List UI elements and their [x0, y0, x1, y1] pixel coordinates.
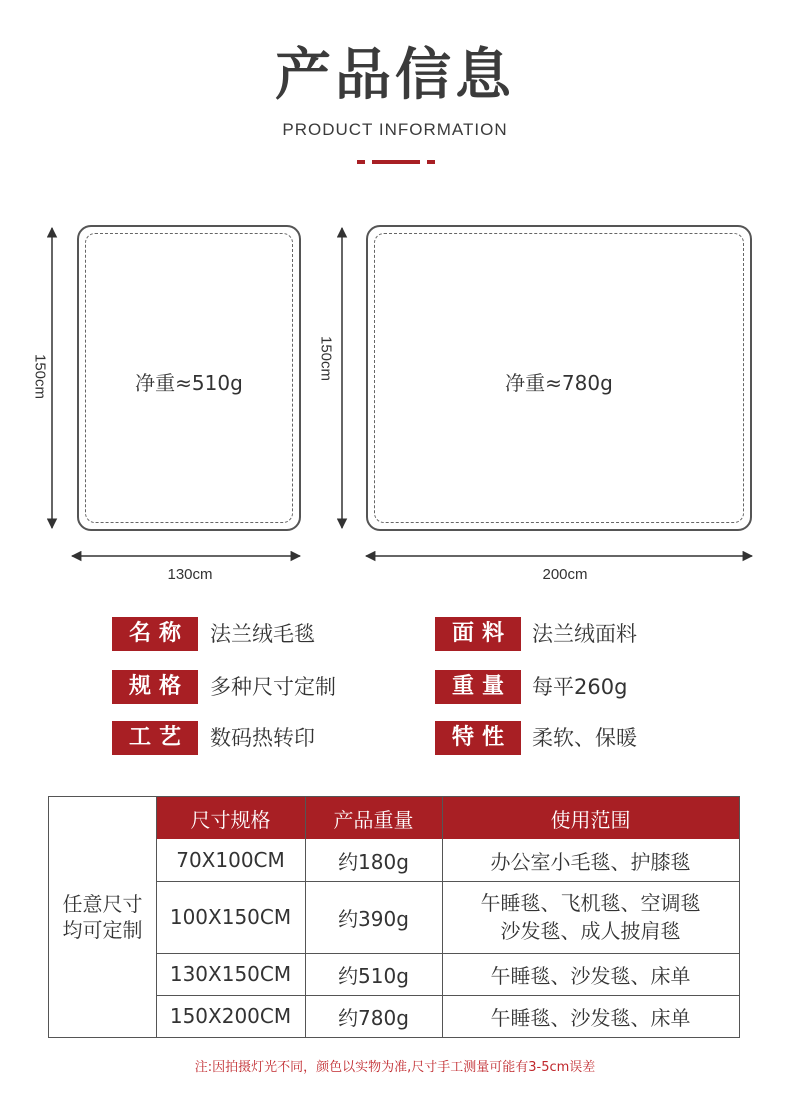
table-cell-weight: 约180g	[338, 849, 409, 874]
attr-tag-weight: 重量	[435, 670, 521, 704]
attr-value-spec: 多种尺寸定制	[210, 675, 336, 699]
table-side-label-line1: 任意尺寸	[62, 892, 143, 916]
attr-value-feature: 柔软、保暖	[532, 726, 637, 750]
table-divider	[156, 881, 739, 882]
table-side-label	[49, 797, 156, 1037]
table-cell-size: 70X100CM	[176, 848, 285, 872]
disclaimer-note: 注:因拍摄灯光不同，颜色以实物为准,尺寸手工测量可能有3-5cm误差	[194, 1060, 596, 1075]
attr-tag-fabric: 面料	[435, 617, 521, 651]
blanket-small-weight: 净重≈510g	[135, 371, 243, 395]
table-cell-usage: 午睡毯、沙发毯、床单	[490, 1005, 691, 1030]
table-cell-usage	[442, 881, 739, 953]
table-cell-size: 130X150CM	[169, 962, 292, 986]
attr-tag-craft: 工艺	[112, 721, 198, 755]
table-header-usage: 使用范围	[442, 797, 739, 839]
blanket-large-width-label: 200cm	[542, 566, 588, 583]
attr-tag-name: 名称	[112, 617, 198, 651]
attr-value-weight: 每平260g	[532, 675, 628, 699]
table-divider	[305, 797, 306, 1037]
blanket-small-width-label: 130cm	[167, 566, 213, 583]
table-divider	[156, 797, 157, 1037]
table-cell-usage: 午睡毯、沙发毯、床单	[490, 963, 691, 988]
table-header-weight: 产品重量	[305, 797, 442, 839]
blanket-small	[77, 225, 301, 531]
table-cell-weight: 约780g	[338, 1005, 409, 1030]
blanket-small-height-label: 150cm	[31, 353, 49, 400]
table-cell-weight: 约390g	[338, 906, 409, 931]
table-cell-weight: 约510g	[338, 963, 409, 988]
attr-tag-feature: 特性	[435, 721, 521, 755]
size-table	[48, 796, 740, 1038]
table-cell-size: 100X150CM	[169, 905, 292, 929]
table-cell-usage: 办公室小毛毯、护膝毯	[490, 849, 691, 874]
blanket-large-weight: 净重≈780g	[505, 371, 613, 395]
table-cell-size: 150X200CM	[169, 1004, 292, 1028]
attr-value-fabric: 法兰绒面料	[532, 622, 637, 646]
table-divider	[442, 797, 443, 1037]
attr-tag-spec: 规格	[112, 670, 198, 704]
blanket-large	[366, 225, 752, 531]
table-cell-usage-line2: 沙发毯、成人披肩毯	[500, 919, 681, 943]
blanket-large-height-label: 150cm	[317, 335, 335, 382]
attr-value-craft: 数码热转印	[210, 726, 315, 750]
attr-value-name: 法兰绒毛毯	[210, 622, 315, 646]
page-subtitle: PRODUCT INFORMATION	[282, 120, 508, 139]
table-divider	[156, 995, 739, 996]
page-title: 产品信息	[275, 43, 515, 108]
table-divider	[156, 953, 739, 954]
table-side-label-line2: 均可定制	[62, 918, 143, 942]
table-cell-usage-line1: 午睡毯、飞机毯、空调毯	[480, 891, 701, 915]
table-header-size: 尺寸规格	[156, 797, 305, 839]
